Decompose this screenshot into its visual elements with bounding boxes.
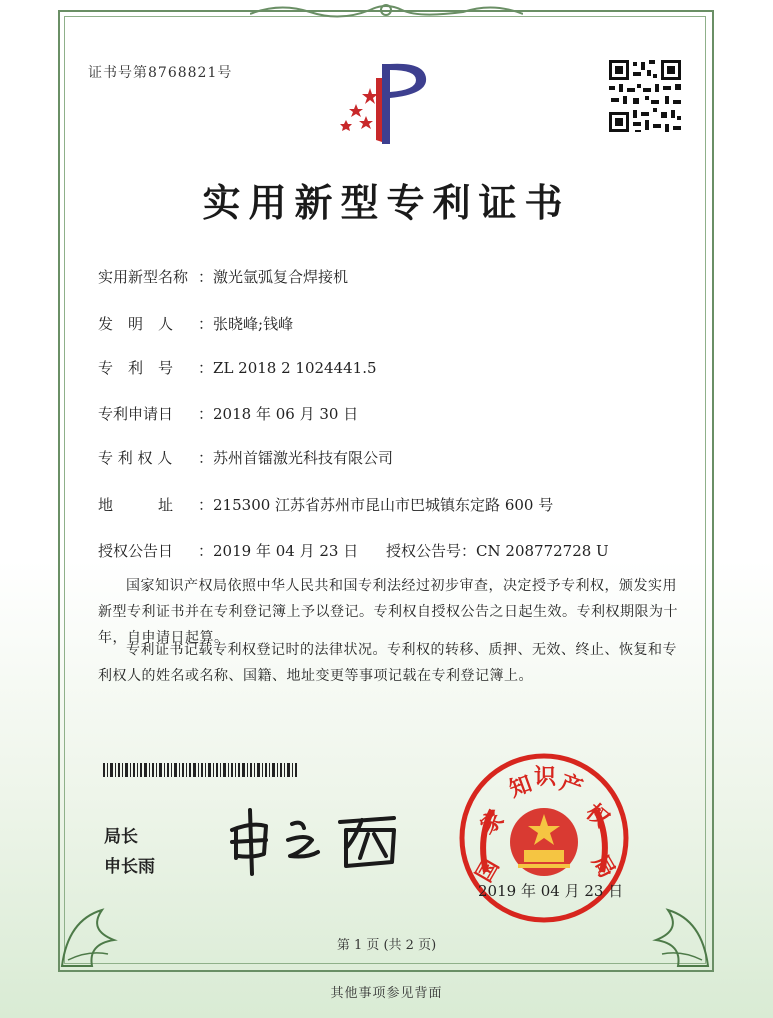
- svg-text:国: 国: [470, 854, 505, 887]
- certificate-number: 证书号第8768821号: [88, 65, 233, 81]
- field-grant-date: 授权公告日 ：2019 年 04 月 23 日: [98, 542, 359, 560]
- legal-paragraph-1: 国家知识产权局依照中华人民共和国专利法经过初步审查，决定授予专利权，颁发实用新型专利证书并在专利登记簿上予以登记。专利权自授权公告之日起生效。专利权期限为十年，自申请日起算。: [98, 578, 678, 646]
- field-value: ZL 2018 2 1024441.5: [213, 359, 377, 377]
- footer-note: 其他事项参见背面: [330, 986, 443, 1001]
- field-patentee: 专 利 权 人 ：苏州首镭激光科技有限公司: [98, 449, 394, 467]
- bottom-right-ornament-icon: [622, 880, 712, 970]
- bottom-left-ornament-icon: [58, 880, 148, 970]
- director-name: 申长雨: [104, 857, 155, 877]
- field-label: 发 明 人: [98, 315, 174, 333]
- field-utility-model-name: 实用新型名称 ：激光氩弧复合焊接机: [98, 268, 349, 286]
- patent-office-logo-icon: [330, 58, 440, 146]
- field-label: 实用新型名称: [98, 268, 189, 286]
- field-value: CN 208772728 U: [476, 542, 609, 560]
- svg-text:权: 权: [580, 798, 615, 833]
- field-inventor: 发 明 人 ：张晓峰;钱峰: [98, 315, 294, 333]
- field-label: 授权公告日: [98, 542, 174, 560]
- svg-text:知: 知: [505, 770, 536, 803]
- svg-text:家: 家: [475, 805, 509, 840]
- certificate-title: 实用新型专利证书: [202, 180, 571, 225]
- field-value: 张晓峰;钱峰: [213, 315, 294, 333]
- field-value: 215300 江苏省苏州市昆山市巴城镇东定路 600 号: [213, 496, 554, 514]
- field-label: 地 址: [98, 496, 174, 514]
- field-label: 专利申请日: [98, 405, 174, 423]
- seal-date: 2019 年 04 月 23 日: [478, 882, 624, 900]
- page-number: 第 1 页 (共 2 页): [336, 938, 437, 953]
- svg-text:局: 局: [586, 850, 621, 883]
- field-value: 苏州首镭激光科技有限公司: [213, 449, 394, 467]
- svg-text:产: 产: [556, 769, 587, 802]
- field-label: 授权公告号: [386, 542, 462, 560]
- field-patent-number: 专 利 号 ：ZL 2018 2 1024441.5: [98, 359, 377, 377]
- field-filing-date: 专利申请日 ：2018 年 06 月 30 日: [98, 405, 359, 423]
- barcode-icon: [103, 763, 297, 777]
- field-address: 地 址 ：215300 江苏省苏州市昆山市巴城镇东定路 600 号: [98, 496, 554, 514]
- top-ornament-icon: [250, 0, 523, 22]
- legal-paragraph-2: 专利证书记载专利权登记时的法律状况。专利权的转移、质押、无效、终止、恢复和专利权人的姓名或名称、国籍、地址变更等事项记载在专利登记簿上。: [98, 642, 677, 684]
- svg-text:识: 识: [534, 764, 557, 790]
- director-title: 局长: [104, 827, 138, 847]
- field-grant-number: 授权公告号：CN 208772728 U: [386, 542, 609, 560]
- qr-code-icon: [607, 58, 683, 134]
- field-label: 专 利 号: [98, 359, 174, 377]
- field-value: 2018 年 06 月 30 日: [213, 405, 359, 423]
- field-value: 2019 年 04 月 23 日: [213, 542, 359, 560]
- field-label: 专 利 权 人: [98, 449, 173, 467]
- field-value: 激光氩弧复合焊接机: [213, 268, 349, 286]
- signature-icon: [222, 800, 412, 880]
